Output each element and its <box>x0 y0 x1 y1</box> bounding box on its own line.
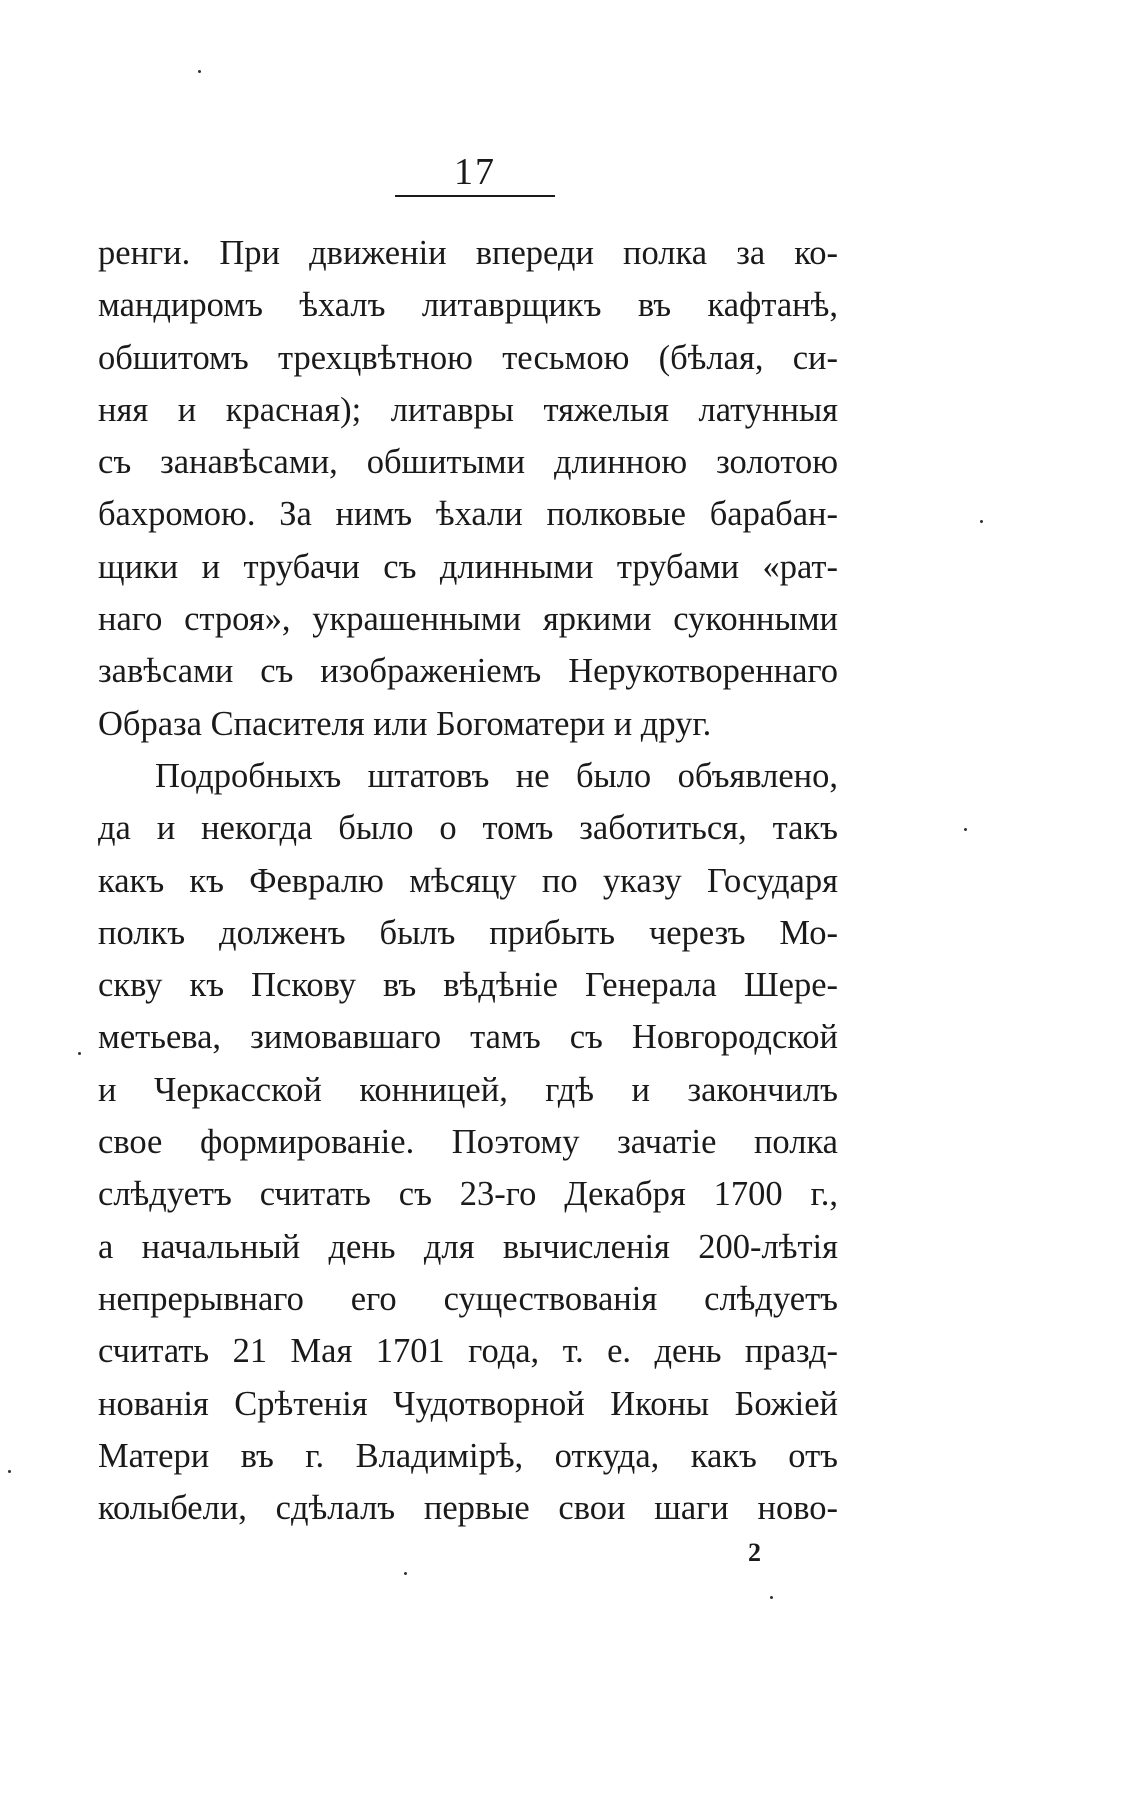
text-line: и Черкасской конницей, гдѣ и закончилъ <box>98 1070 838 1109</box>
text-line: мандиромъ ѣхалъ литаврщикъ въ кафтанѣ, <box>98 286 838 325</box>
text-line: бахромою. За нимъ ѣхали полковые барабан- <box>98 495 838 534</box>
scan-speck <box>980 520 983 523</box>
text-line: какъ къ Февралю мѣсяцу по указу Государя <box>98 861 838 900</box>
text-line: скву къ Пскову въ вѣдѣнiе Генерала Шере- <box>98 966 838 1005</box>
scan-speck <box>770 1596 773 1599</box>
signature-mark: 2 <box>748 1538 761 1567</box>
text-line: колыбели, сдѣлалъ первые свои шаги ново- <box>98 1489 838 1528</box>
text-line: завѣсами съ изображенiемъ Нерукотвореннаго <box>98 652 838 691</box>
text-line: наго строя», украшенными яркими суконными <box>98 600 838 639</box>
text-line: щики и трубачи съ длинными трубами «рат- <box>98 547 838 586</box>
text-line: Образа Спасителя или Богоматери и друг. <box>98 704 712 743</box>
text-line: Матери въ г. Владимiрѣ, откуда, какъ отъ <box>98 1436 838 1475</box>
text-line: съ занавѣсами, обшитыми длинною золотою <box>98 443 838 482</box>
header-rule <box>395 195 555 197</box>
text-line: няя и красная); литавры тяжелыя латунныя <box>98 390 838 429</box>
text-line: ренги. При движенiи впереди полка за ко- <box>98 234 838 272</box>
text-line: Подробныхъ штатовъ не было объявлено, <box>155 756 838 795</box>
text-line: обшитомъ трехцвѣтною тесьмою (бѣлая, си- <box>98 338 838 377</box>
text-line: слѣдуетъ считать съ 23-го Декабря 1700 г., <box>98 1175 838 1214</box>
text-line: да и некогда было о томъ заботиться, такъ <box>98 809 838 848</box>
page-header <box>395 150 555 194</box>
scan-speck <box>198 70 201 73</box>
page-number: 17 <box>454 151 496 193</box>
body-text <box>98 227 838 1534</box>
text-line: метьева, зимовавшаго тамъ съ Новгородской <box>98 1018 838 1057</box>
text-line: свое формированiе. Поэтому зачатiе полка <box>98 1123 838 1162</box>
text-line: полкъ долженъ былъ прибыть черезъ Мо- <box>98 913 838 952</box>
scan-speck <box>404 1572 407 1575</box>
text-line: непрерывнаго его существованiя слѣдуетъ <box>98 1279 838 1318</box>
scan-speck <box>964 828 967 831</box>
scan-speck <box>78 1052 81 1055</box>
text-line: считать 21 Мая 1701 года, т. е. день празд- <box>98 1332 838 1371</box>
text-line: нованiя Срѣтенiя Чудотворной Иконы Божiей <box>98 1384 838 1423</box>
scan-speck <box>8 1470 11 1473</box>
text-line: а начальный день для вычисленiя 200-лѣтiя <box>98 1227 838 1266</box>
